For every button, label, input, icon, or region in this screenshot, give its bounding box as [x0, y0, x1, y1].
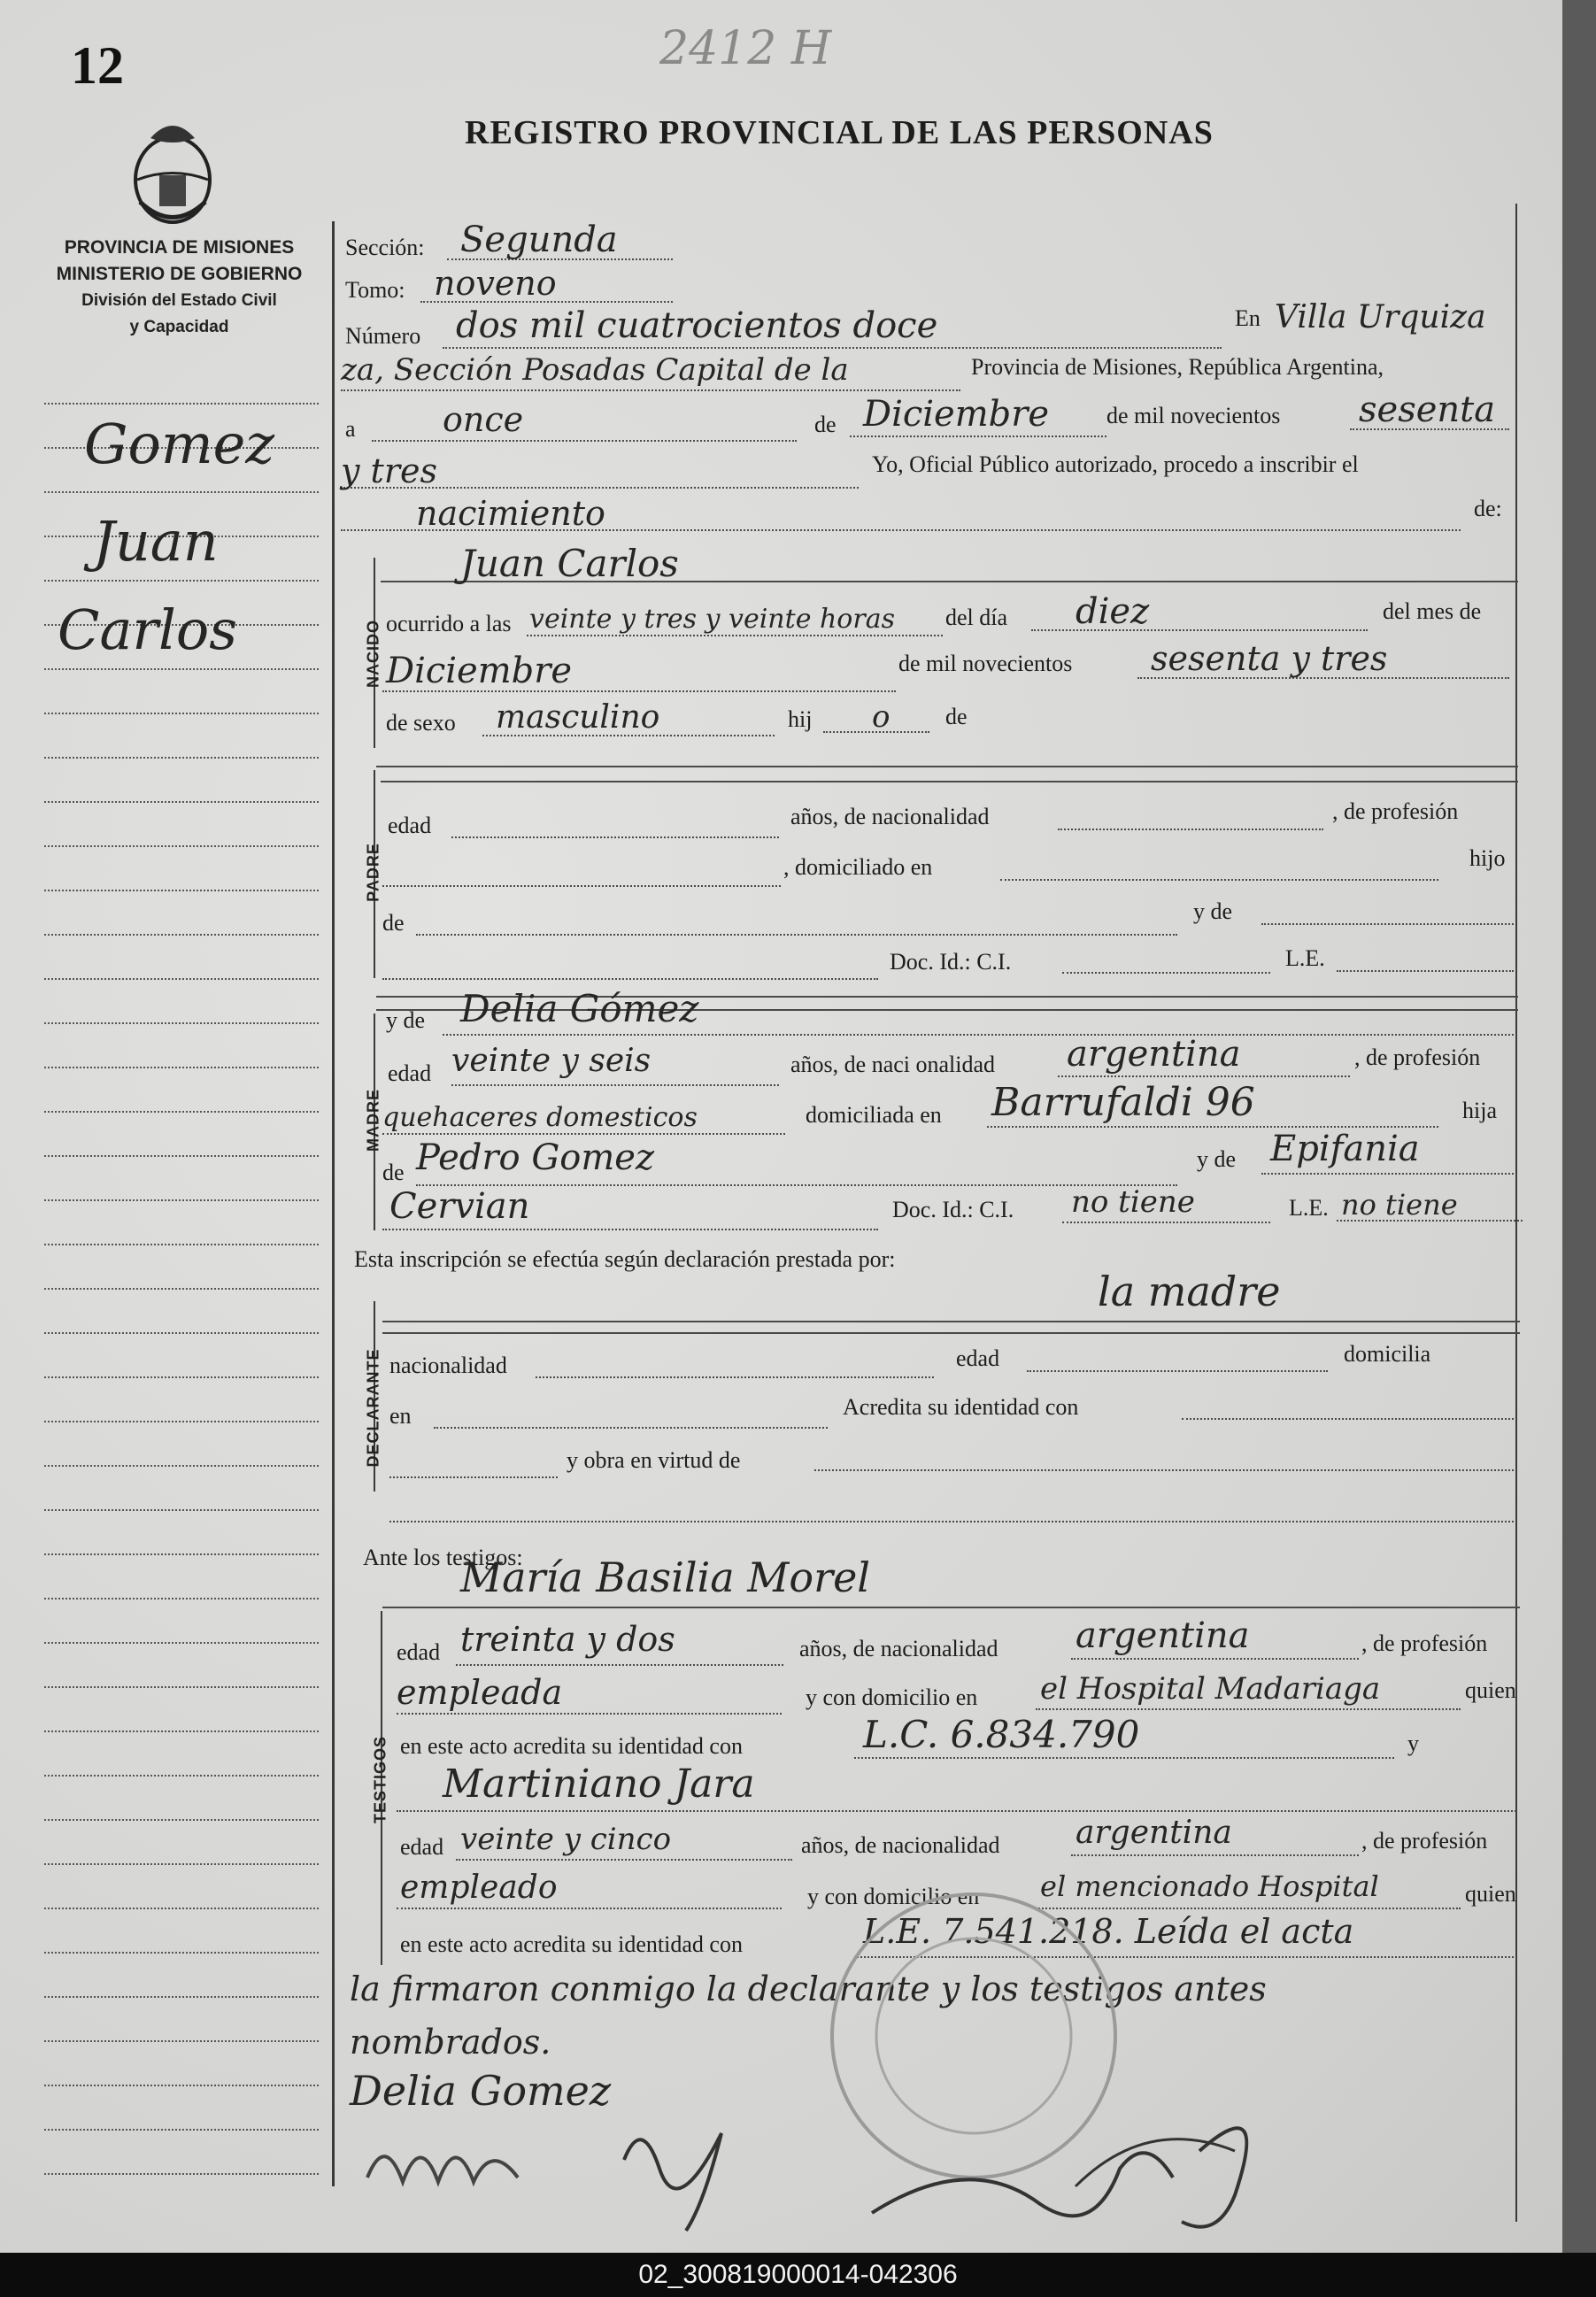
madre-label: MADRE — [364, 1089, 382, 1152]
seccion-value: Segunda — [460, 220, 618, 260]
t1-quien-label: quien — [1465, 1677, 1516, 1703]
decl-acredita-label: Acredita su identidad con — [843, 1394, 1079, 1420]
t1-dom-line — [1036, 1708, 1461, 1710]
padre-de-label: de — [382, 910, 405, 936]
t2-nac-line — [1071, 1854, 1359, 1856]
margin-rule — [44, 801, 319, 803]
margin-rule — [44, 757, 319, 759]
margin-rule — [44, 1819, 319, 1821]
t1-anios-label: años, de nacionalidad — [799, 1636, 998, 1661]
padre-hijo-label: hijo — [1469, 845, 1506, 871]
madre-profesion-label: , de profesión — [1354, 1044, 1481, 1070]
decl-en-label: en — [389, 1403, 412, 1429]
margin-rule — [44, 1686, 319, 1688]
padre-label: PADRE — [364, 843, 382, 902]
margin-rule — [44, 1067, 319, 1068]
madre-prof-value: quehaceres domesticos — [382, 1102, 698, 1133]
madre-le-value: no tiene — [1341, 1188, 1458, 1222]
padre-domiciliado-label: , domiciliado en — [783, 854, 933, 880]
padre-de-line — [416, 934, 1177, 936]
right-border — [1515, 204, 1517, 2222]
authority-line4: y Capacidad — [129, 318, 229, 336]
ocurrido-label: ocurrido a las — [386, 611, 512, 636]
padre-ci-line — [1062, 972, 1270, 974]
t1-acredita-label: en este acto acredita su identidad con — [400, 1733, 743, 1759]
del-mes-label: del mes de — [1383, 598, 1482, 624]
numero-value: dos mil cuatrocientos doce — [456, 305, 938, 346]
madre-ci-line — [1062, 1222, 1270, 1223]
madre-nac-value: argentina — [1067, 1034, 1241, 1075]
margin-rule — [44, 1244, 319, 1245]
numero-label: Número — [345, 323, 421, 349]
declarante-label: DECLARANTE — [364, 1348, 382, 1468]
margin-rule — [44, 845, 319, 847]
decl-acredita-line — [1182, 1418, 1514, 1420]
t2-quien-label: quien — [1465, 1881, 1516, 1907]
margin-name1: Juan — [93, 509, 219, 574]
t2-edad-value: veinte y cinco — [460, 1822, 672, 1857]
t1-nac-value: argentina — [1076, 1615, 1250, 1656]
tomo-label: Tomo: — [345, 277, 405, 303]
hijo-de-label: de — [945, 704, 968, 729]
month-line — [850, 436, 1106, 437]
madre-dom-value: Barrufaldi 96 — [991, 1080, 1255, 1125]
closing-line2: nombrados. — [350, 2023, 551, 2062]
mes-value: Diciembre — [386, 651, 573, 691]
madre-ci-value: no tiene — [1071, 1184, 1195, 1220]
padre-doc-label: Doc. Id.: C.I. — [890, 949, 1012, 975]
en-label: En — [1235, 305, 1261, 331]
padre-doc-line0 — [382, 978, 878, 980]
declarante-top-line — [382, 1321, 1520, 1322]
margin-rule — [44, 1155, 319, 1157]
padre-le-line — [1337, 970, 1514, 972]
authority-line2: MINISTERIO DE GOBIERNO — [56, 264, 303, 284]
madre-padre-line — [416, 1184, 1177, 1186]
madre-madre-value2: Cervian — [389, 1186, 530, 1227]
seccion-label: Sección: — [345, 235, 425, 260]
year-value: sesenta — [1359, 389, 1496, 430]
decl-edad-label: edad — [956, 1345, 1000, 1371]
authority-line1: PROVINCIA DE MISIONES — [64, 237, 295, 258]
testigos-ante-label: Ante los testigos: — [363, 1545, 523, 1570]
padre-dom-line — [1000, 879, 1438, 881]
padre-anios-label: años, de nacionalidad — [790, 804, 990, 829]
padre-yde-line — [1261, 923, 1514, 925]
padre-top-line — [376, 766, 1518, 767]
margin-rule — [44, 1598, 319, 1599]
margin-rule — [44, 713, 319, 714]
t1-prof-line — [397, 1713, 782, 1715]
declarante-top-line2 — [382, 1332, 1520, 1334]
t2-prof-line — [397, 1908, 782, 1909]
t2-anios-label: años, de nacionalidad — [801, 1832, 1000, 1858]
decl-nac-label: nacionalidad — [389, 1353, 507, 1378]
margin-rule — [44, 1376, 319, 1378]
page-number: 12 — [71, 36, 124, 95]
margin-rule — [44, 580, 319, 582]
signature-scribbles — [350, 2098, 1456, 2239]
margin-rule — [44, 2040, 319, 2042]
testigos-top-line — [382, 1607, 1520, 1608]
madre-padre-value: Pedro Gomez — [416, 1137, 655, 1178]
t2-domicilio-label: y con domicilio en — [807, 1884, 980, 1909]
anio-value: sesenta y tres — [1151, 639, 1388, 678]
month-value: Diciembre — [863, 394, 1050, 435]
hijo-label: hij — [788, 706, 813, 732]
t1-prof-value: empleada — [397, 1673, 563, 1712]
tomo-value: noveno — [434, 264, 557, 303]
decl-domicilia-label: domicilia — [1344, 1341, 1431, 1367]
padre-nac-line — [1058, 829, 1323, 830]
madre-hija-label: hija — [1462, 1098, 1497, 1123]
hijo-suffix: o — [872, 699, 891, 735]
declaracion-text: Esta inscripción se efectúa según declaración prestada por: — [354, 1246, 896, 1272]
t2-dom-value: el mencionado Hospital — [1040, 1869, 1379, 1903]
margin-rule — [44, 934, 319, 936]
t1-doc-line — [854, 1757, 1394, 1759]
margin-surname: Gomez — [84, 412, 275, 476]
t2-edad-line — [456, 1859, 792, 1861]
t1-domicilio-label: y con domicilio en — [806, 1684, 978, 1710]
margin-rule — [44, 403, 319, 405]
de2-label: de: — [1474, 496, 1502, 521]
numero-line — [443, 347, 1222, 349]
madre-doc-label: Doc. Id.: C.I. — [892, 1197, 1014, 1222]
margin-rule — [44, 978, 319, 980]
margin-rule — [44, 1509, 319, 1511]
decl-en-line — [434, 1427, 828, 1429]
footer-code: 02_300819000014-042306 — [0, 2253, 1596, 2297]
madre-madre-line — [1261, 1173, 1514, 1175]
margin-rule — [44, 890, 319, 891]
margin-rule — [44, 1465, 319, 1467]
t1-doc-value: L.C. 6.834.790 — [863, 1713, 1140, 1756]
t1-edad-label: edad — [397, 1639, 441, 1665]
day-value: once — [443, 400, 524, 439]
testigos-label: TESTIGOS — [371, 1736, 389, 1824]
margin-name2: Carlos — [58, 597, 238, 662]
authority-line3: División del Estado Civil — [81, 291, 277, 310]
page-edge — [1562, 0, 1596, 2253]
margin-rule — [44, 1863, 319, 1865]
act-value: nacimiento — [416, 494, 605, 533]
madre-prof-line — [382, 1133, 785, 1135]
decl-nac-line — [536, 1376, 934, 1378]
margin-rule — [44, 1908, 319, 1909]
decl-edad-line — [1027, 1370, 1328, 1372]
en-value: Villa Urquiza — [1275, 299, 1486, 335]
madre-domiciliada-label: domiciliada en — [806, 1102, 942, 1128]
t2-profesion-label: , de profesión — [1361, 1828, 1488, 1854]
nacido-name: Juan Carlos — [460, 542, 679, 585]
t2-prof-value: empleado — [400, 1869, 558, 1906]
padre-edad-label: edad — [388, 813, 432, 838]
hora-line — [527, 635, 943, 636]
margin-rule — [44, 2173, 319, 2175]
madre-le-label: L.E. — [1289, 1195, 1329, 1221]
madre-edad-label: edad — [388, 1060, 432, 1086]
margin-rule — [44, 1642, 319, 1644]
decl-obra-line — [814, 1469, 1514, 1471]
t2-nac-value: argentina — [1076, 1815, 1232, 1851]
year-text: de mil novecientos — [1106, 403, 1281, 428]
madre-name-line — [443, 1034, 1514, 1036]
madre-nac-line — [1058, 1075, 1350, 1077]
margin-rule — [44, 1775, 319, 1777]
padre-prof-line — [382, 885, 781, 887]
madre-dom-line — [987, 1126, 1438, 1128]
year-value2: y tres — [341, 451, 437, 490]
margin-rule — [44, 1996, 319, 1998]
provincia-text: Provincia de Misiones, República Argentina, — [971, 354, 1384, 380]
t1-dom-value: el Hospital Madariaga — [1040, 1671, 1381, 1707]
de-mil-label: de mil novecientos — [898, 651, 1073, 676]
decl-extra-line — [389, 1521, 1514, 1522]
hora-value: veinte y tres y veinte horas — [529, 604, 895, 635]
t1-nac-line — [1071, 1658, 1359, 1660]
t1-edad-value: treinta y dos — [460, 1620, 675, 1659]
main-divider — [332, 221, 335, 2186]
dia-value: diez — [1076, 591, 1150, 632]
madre-yde-label: y de — [386, 1007, 426, 1033]
padre-yde-label: y de — [1193, 898, 1233, 924]
madre-yde2-label: y de — [1197, 1146, 1237, 1172]
t1-profesion-label: , de profesión — [1361, 1630, 1488, 1656]
madre-de-label: de — [382, 1160, 405, 1185]
margin-rule — [44, 1288, 319, 1290]
oficial-text: Yo, Oficial Público autorizado, procedo a inscribir el — [872, 451, 1359, 477]
t1-name: María Basilia Morel — [460, 1553, 871, 1601]
margin-rule — [44, 1952, 319, 1954]
closing-line1: la firmaron conmigo la declarante y los testigos antes — [350, 1969, 1267, 2008]
madre-edad-line — [451, 1084, 779, 1086]
madre-name: Delia Gómez — [460, 987, 699, 1030]
a-label: a — [345, 416, 356, 442]
page-title: REGISTRO PROVINCIAL DE LAS PERSONAS — [465, 114, 1214, 151]
t2-doc-value: L.E. 7.541.218. Leída el acta — [863, 1912, 1354, 1951]
padre-le-label: L.E. — [1285, 945, 1325, 971]
sexo-label: de sexo — [386, 710, 456, 736]
de-label: de — [814, 412, 837, 437]
coat-of-arms-icon — [124, 113, 221, 228]
t1-y-label: y — [1407, 1730, 1419, 1756]
margin-rule — [44, 1332, 319, 1334]
margin-rule — [44, 1421, 319, 1422]
padre-edad-line — [451, 836, 779, 838]
decl-obra-label: y obra en virtud de — [567, 1447, 741, 1473]
del-dia-label: del día — [945, 605, 1008, 630]
margin-rule — [44, 2129, 319, 2131]
sexo-value: masculino — [496, 699, 660, 736]
t1-edad-line — [456, 1664, 783, 1666]
nacido-label: NACIDO — [364, 620, 382, 688]
madre-anios-label: años, de naci onalidad — [790, 1052, 996, 1077]
day-line — [372, 440, 797, 442]
decl-obra-line0 — [389, 1476, 558, 1478]
margin-rule — [44, 1730, 319, 1732]
margin-rule — [44, 2085, 319, 2086]
madre-edad-value: veinte y seis — [451, 1043, 652, 1079]
place-cont: za, Sección Posadas Capital de la — [341, 352, 849, 388]
place-line — [341, 389, 960, 391]
t2-acredita-label: en este acto acredita su identidad con — [400, 1931, 743, 1957]
t2-name-line — [397, 1810, 1516, 1812]
padre-line2 — [381, 781, 1518, 782]
margin-rule — [44, 1022, 319, 1024]
t2-name: Martiniano Jara — [443, 1761, 755, 1807]
margin-rule — [44, 1111, 319, 1113]
margin-rule — [44, 668, 319, 670]
madre-madre-value: Epifania — [1270, 1129, 1420, 1169]
t2-edad-label: edad — [400, 1834, 444, 1860]
margin-rule — [44, 491, 319, 493]
authority-block — [27, 235, 332, 341]
padre-profesion-label: , de profesión — [1332, 798, 1459, 824]
margin-rule — [44, 1199, 319, 1201]
archive-number: 2412 H — [659, 22, 832, 75]
madre-madre2-line — [382, 1229, 878, 1230]
margin-rule — [44, 1553, 319, 1555]
signature-delia: Delia Gomez — [350, 2067, 612, 2115]
declaracion-value: la madre — [1098, 1268, 1281, 1315]
